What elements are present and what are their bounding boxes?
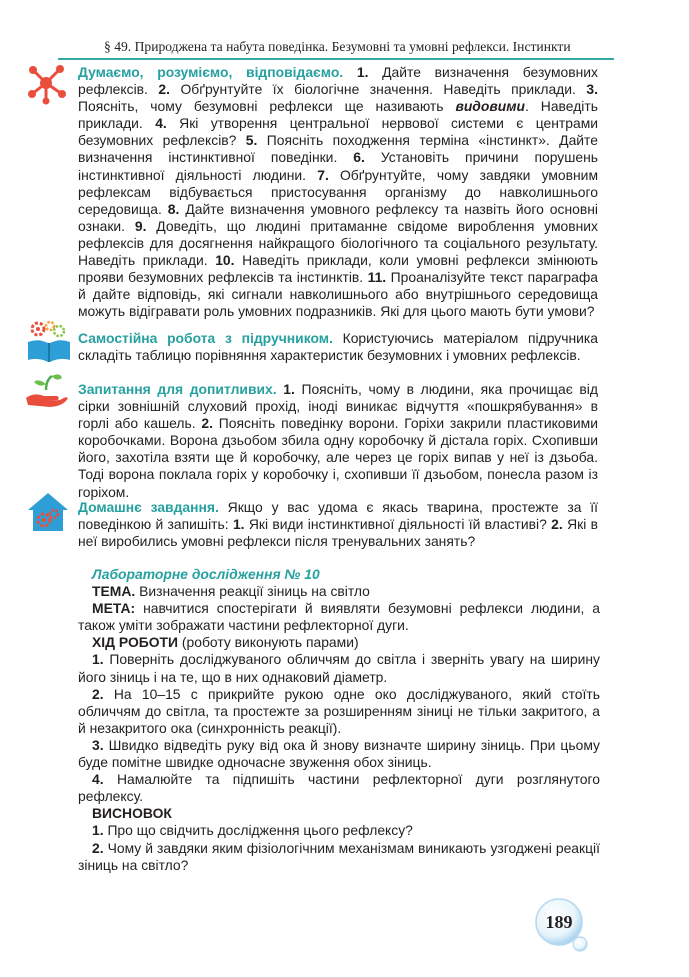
think-num-6: 6. (353, 149, 365, 166)
think-num-11: 11. (367, 269, 387, 286)
lab-step-num-4: 4. (92, 771, 104, 788)
think-text-7: Обґрунтуйте, чому завдяки умовним рефлексам відбувається пристосування організму до навколишнього середовища. (78, 166, 598, 217)
self-work-section (78, 330, 598, 364)
lab-question-num-1: 1. (92, 822, 104, 839)
think-text-8: Дайте визначення умовного рефлексу та назвіть його основні ознаки. (78, 200, 598, 234)
think-text-5: Поясніть походження терміна «інстинкт». Дайте визначення інстинктивної поведінки. (78, 132, 598, 166)
header-rule (58, 58, 614, 60)
self-work-heading: Самостійна робота з підручником. (78, 330, 333, 346)
lab-topic-label: ТЕМА. (92, 583, 136, 600)
lab-topic: Визначення реакції зіниць на світло (135, 583, 370, 600)
molecule-icon (26, 60, 70, 106)
think-text-4: Які утворення центральної нервової системи є центрами безумовних рефлексів? (78, 115, 599, 149)
house-gears-icon (26, 490, 70, 534)
think-text-3: Поясніть, чому безумовні рефлекси ще називають (78, 98, 456, 115)
think-num-3: 3. (586, 81, 598, 98)
lab-step-4: Намалюйте та підпишіть частини рефлекторної дуги розглянутого рефлексу. (78, 771, 600, 805)
think-num-5: 5. (245, 132, 258, 149)
lab-step-num-1: 1. (92, 651, 104, 668)
think-text-9: Доведіть, що людині притаманне свідоме вироблення умовних рефлексів для досягнення найкращого біологічного та соціального результату. Наведіть приклади. (78, 217, 598, 269)
think-num-7: 7. (317, 166, 329, 183)
curious-heading: Запитання для допитливих. (78, 381, 277, 397)
homework-heading: Домашнє завдання. (78, 499, 219, 515)
lab-title: Лабораторне дослідження № 10 (92, 566, 320, 582)
curious-section (78, 381, 598, 501)
think-text-10: Наведіть приклади, коли умовні рефлекси змінюють прояви безумовних рефлексів та інстинктів. (78, 252, 598, 286)
think-text-2: Обґрунтуйте їх біологічне значення. Наведіть приклади. (170, 81, 587, 98)
think-text-6: Установіть причини порушень інстинктивної діяльності людини. (78, 149, 598, 183)
lab-section (78, 566, 600, 874)
think-section (78, 64, 598, 320)
homework-text-c: Які в неї виробились умовні рефлекси після тренувальних занять? (78, 516, 599, 550)
lab-conclusion-label: ВИСНОВОК (92, 805, 172, 822)
think-num-2: 2. (158, 81, 170, 98)
think-num-1: 1. (356, 64, 369, 80)
homework-text-b: Які види інстинктивної діяльності їй властиві? (244, 516, 552, 533)
lab-step-3: Швидко відведіть руку від ока й знову визначте ширину зіниць. При цьому буде помітне швидке одночасне звуження обох зіниць. (78, 736, 600, 771)
think-text-11: Проаналізуйте текст параграфа й дайте відповідь, які сигнали навколишнього або внутрішнього середовища можуть відігравати роль умовних подразників. Які для цього мають бути умови? (78, 269, 599, 320)
curious-text-2: Поясніть поведінку ворони. Горіхи закрили пластиковими коробочками. Ворона дзьобом збила одну коробочку й дістала горіх. Схопивши його, захотіла взяти ще й коробочку, але через це горіх випав у неї із дзьоба. Тоді ворона поклала горіх у коробочку і, схопивши її дзьобом, понесла разом із горіхом. (78, 415, 598, 500)
curious-num-1: 1. (283, 381, 295, 397)
think-species-word: видовими (455, 98, 526, 115)
think-num-10: 10. (215, 252, 235, 269)
self-work-text: Користуючись матеріалом підручника складіть таблицю порівняння характеристик безумовних і умовних рефлексів. (78, 330, 599, 364)
lab-step-1: Поверніть досліджуваного обличчям до світла і зверніть увагу на ширину його зіниць і на те, що в них однаковий діаметр. (78, 651, 600, 685)
homework-section (78, 499, 598, 550)
lab-goal: навчитися спостерігати й виявляти безумовні рефлекси людини, а також уміти зображати частини рефлекторної дуги. (78, 600, 600, 634)
curious-num-2: 2. (201, 415, 213, 432)
think-heading: Думаємо, розуміємо, відповідаємо. (78, 64, 344, 80)
think-num-8: 8. (167, 200, 180, 217)
running-header: § 49. Природжена та набута поведінка. Безумовні та умовні рефлекси. Інстинкти (104, 39, 571, 54)
lab-procedure-note: (роботу виконують парами) (178, 634, 359, 651)
homework-num-1: 1. (232, 516, 245, 533)
think-text-3b: . Наведіть приклади. (78, 98, 598, 132)
book-gears-icon (26, 320, 72, 366)
homework-num-2: 2. (551, 516, 563, 533)
lab-question-1: Про що свідчить дослідження цього рефлексу? (103, 822, 413, 839)
lab-procedure-label: ХІД РОБОТИ (92, 634, 179, 651)
lab-step-num-2: 2. (92, 685, 104, 702)
lab-step-num-3: 3. (92, 736, 104, 753)
lab-goal-label: МЕТА: (92, 600, 136, 617)
lab-question-2: Чому й завдяки яким фізіологічним механізмам виникають узгоджені реакції зіниць на світло? (78, 839, 600, 873)
think-num-4: 4. (155, 115, 167, 132)
think-num-9: 9. (134, 217, 147, 234)
homework-text-a: Якщо у вас удома є якась тварина, простежте за її поведінкою й запишіть: (78, 499, 598, 533)
hand-sprout-icon (24, 370, 70, 408)
think-text-1: Дайте визначення безумовних рефлексів. (78, 64, 598, 98)
page-number: 189 (545, 911, 573, 932)
lab-question-num-2: 2. (92, 839, 104, 856)
curious-text-1: Поясніть, чому в людини, яка прочищає від сірки зовнішній слуховий прохід, іноді виникає відчуття «пошкрябування» в горлі або кашель. (78, 381, 598, 432)
lab-step-2: На 10–15 с прикрийте рукою одне око досліджуваного, який стоїть обличчям до світла, та простежте за розширенням зіниці не тільки закритого, а й незакритого ока (синхронність реакції). (78, 685, 600, 736)
